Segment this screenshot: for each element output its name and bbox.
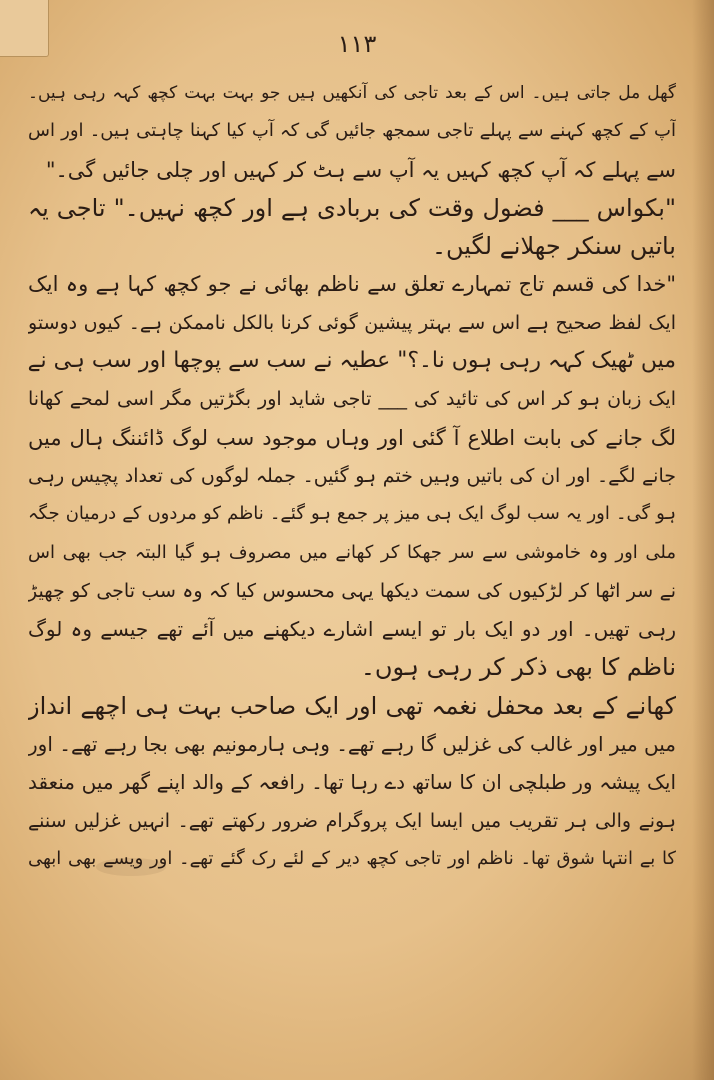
text-line: آپ کے کچھ کہنے سے پہلے تاجی سمجھ جائیں گی کہ آپ کیا کہنا چاہتی ہیں۔ اور اس (28, 120, 676, 142)
text-line: "بکواس ___ فضول وقت کی بربادی ہے اور کچھ نہیں۔" تاجی یہ (28, 193, 676, 222)
text-line: لگ جانے کی بابت اطلاع آ گئی اور وہاں موجود سب لوگ ڈائننگ ہال میں (28, 425, 676, 450)
text-line: ایک پیشہ ور طبلچی ان کا ساتھ دے رہا تھا۔ رافعہ کے والد اپنے گھر میں منعقد (28, 770, 676, 795)
text-line: ملی اور وہ خاموشی سے سر جھکا کر کھانے میں مصروف ہو گیا البتہ جب بھی اس (28, 541, 676, 563)
text-line: میں ٹھیک کہہ رہی ہوں نا۔؟" عطیہ نے سب سے پوچھا اور سب ہی نے (28, 348, 676, 374)
text-line: جانے لگے۔ اور ان کی باتیں وہیں ختم ہو گئیں۔ جملہ لوگوں کی تعداد پچیس رہی (28, 464, 676, 487)
text-line: ناظم کا بھی ذکر کر رہی ہوں۔ (360, 653, 676, 682)
text-line: کا بے انتہا شوق تھا۔ ناظم اور تاجی کچھ دیر کے لئے رک گئے تھے۔ اور ویسے بھی ابھی (28, 847, 676, 869)
text-line: کھانے کے بعد محفل نغمہ تھی اور ایک صاحب بہت ہی اچھے انداز (28, 691, 676, 720)
text-line: گھل مل جاتی ہیں۔ اس کے بعد تاجی کی آنکھیں ہیں جو بہت بہت کچھ کہہ رہی ہیں۔ (28, 83, 676, 103)
text-line: رہی تھیں۔ اور دو ایک بار تو ایسے اشارے دیکھنے میں آئے تھے جیسے وہ لوگ (28, 617, 676, 642)
text-line: ایک زبان ہو کر اس کی تائید کی ___ تاجی شاید اور بگڑتیں مگر اسی لمحے کھانا (28, 388, 676, 411)
text-line: ہونے والی ہر تقریب میں ایسا ایک پروگرام ضرور رکھتے تھے۔ انہیں غزلیں سننے (28, 809, 676, 832)
text-line: نے سر اٹھا کر لڑکیوں کی سمت دیکھا یہی محسوس کیا کہ وہ سب تاجی کو چھیڑ (28, 579, 676, 602)
text-line: میں میر اور غالب کی غزلیں گا رہے تھے۔ وہی ہارمونیم بھی بجا رہے تھے۔ اور (28, 732, 676, 757)
page-number: ۱۱۳ (337, 30, 377, 58)
text-line: "خدا کی قسم تاج تمہارے تعلق سے ناظم بھائی نے جو کچھ کہا ہے وہ ایک (28, 272, 676, 297)
text-line: سے پہلے کہ آپ کچھ کہیں یہ آپ سے ہٹ کر کہیں اور چلی جائیں گی۔" (45, 157, 676, 182)
binding-shadow (692, 0, 714, 1080)
text-line: ہو گی۔ اور یہ سب لوگ ایک ہی میز پر جمع ہو گئے۔ ناظم کو مردوں کے درمیان جگہ (28, 503, 676, 525)
body-text (28, 74, 676, 878)
text-line: باتیں سنکر جھلانے لگیں۔ (431, 232, 676, 261)
text-line: ایک لفظ صحیح ہے اس سے بہتر پیشین گوئی کرنا بالکل ناممکن ہے۔ کیوں دوستو (28, 311, 676, 334)
